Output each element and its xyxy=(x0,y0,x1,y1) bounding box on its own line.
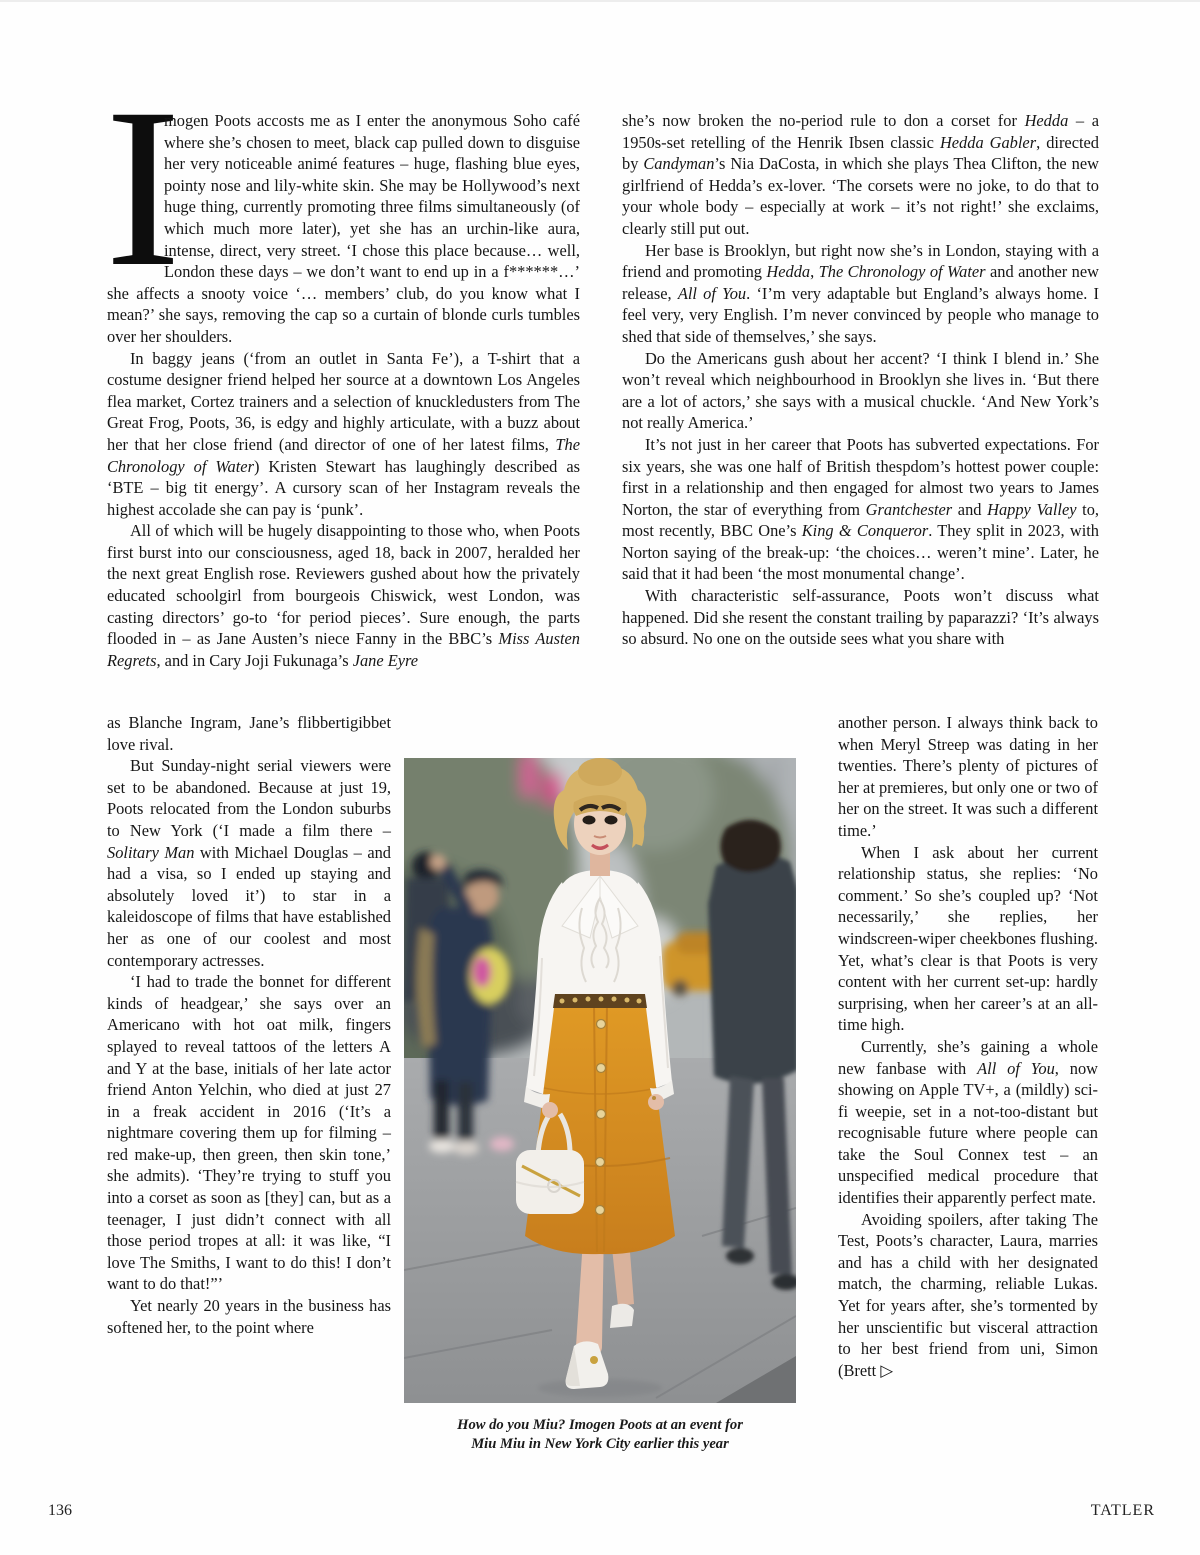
article-paragraph: It’s not just in her career that Poots has subverted expectations. For six years, she was one half of British thespdom’s hottest power couple: first in a relationship and then engaged for almost two years to James Norton, the star of everything from Grantchester and Happy Valley to, most recently, BBC One’s King & Conqueror. They split in 2023, with Norton saying of the break-up: ‘the choices… weren’t mine’. Later, he said that it had been ‘the most monumental change’. xyxy=(622,434,1100,584)
article-paragraph: Avoiding spoilers, after taking The Test, Poots’s character, Laura, marries and has a child with her designated match, the charming, reliable Lukas. Yet for years after, she’s tormented by her unscientific but visceral attraction to her best friend from uni, Simon (Brett ▷ xyxy=(838,1209,1098,1380)
article-paragraph: Currently, she’s gaining a whole new fanbase with All of You, now showing on Apple TV+, a (mildly) sci-fi weepie, set in a not-too-distant but recognisable future where people can take the Soul Connex test – an unspecified medical procedure that identifies their apparently perfect mate. xyxy=(838,1036,1098,1208)
article-column-left-narrow xyxy=(107,712,391,1338)
article-paragraph: But Sunday-night serial viewers were set to be abandoned. Because at just 19, Poots relocated from the London suburbs to New York (‘I made a film there – Solitary Man with Michael Douglas – and had a visa, so I ended up staying and absolutely loved it’) to star in a kaleidoscope of films that have established her as one of our coolest and most contemporary actresses. xyxy=(107,756,391,970)
article-paragraph: as Blanche Ingram, Jane’s flibbertigibbet love rival. xyxy=(107,713,391,754)
magazine-name: TATLER xyxy=(1090,1502,1155,1519)
article-paragraph: When I ask about her current relationship status, she replies: ‘No comment.’ So she’s coupled up? ‘Not necessarily,’ she replies, her windscreen-wiper cheekbones flushing. Yet, what’s clear is that Poots is very content with her current set-up: hardly surprising, when her career’s at an all-time high. xyxy=(838,842,1098,1035)
article-column-right-wide xyxy=(622,110,1099,650)
article-paragraph: I mogen Poots accosts me as I enter the anonymous Soho café where she’s chosen to meet, black cap pulled down to disguise her very noticeable animé features – huge, flashing blue eyes, pointy nose and lily-white skin. She may be Hollywood’s next huge thing, currently promoting three films simultaneously (of which much more later), yet she has an urchin-like aura, intense, direct, very street. ‘I chose this place because… well, London these days – we don’t want to end up in a f******…’ she affects a snooty voice ‘… members’ club, do you know what I mean?’ she says, removing the cap so a curtain of blonde curls tumbles over her shoulders. xyxy=(105,62,580,346)
street-photo-illustration xyxy=(404,758,796,1403)
article-paragraph: All of which will be hugely disappointing to those who, when Poots first burst into our consciousness, aged 18, back in 2007, heralded her the next great English rose. Reviewers gushed about how the privately educated schoolgirl from bourgeois Chiswick, west London, was casting directors’ go-to ‘for period pieces’. Sure enough, the parts flooded in – as Jane Austen’s niece Fanny in the BBC’s Miss Austen Regrets, and in Cary Joji Fukunaga’s Jane Eyre xyxy=(107,521,580,670)
photo-caption-line1: How do you Miu? Imogen Poots at an event for xyxy=(457,1417,743,1433)
photo-caption-line2: Miu Miu in New York City earlier this year xyxy=(471,1436,729,1452)
page-number: 136 xyxy=(48,1502,72,1519)
article-paragraph: With characteristic self-assurance, Poots won’t discuss what happened. Did she resent the constant trailing by paparazzi? ‘It’s always so absurd. No one on the outside sees what you share with xyxy=(622,586,1099,649)
article-column-right-narrow xyxy=(838,712,1098,1381)
photo-caption xyxy=(404,1416,796,1454)
article-paragraph: ‘I had to trade the bonnet for different kinds of headgear,’ she says over an Americano with hot oat milk, fingers splayed to reveal tattoos of the letters A and Y at the base, initials of her late actor friend Anton Yelchin, who died at just 27 in a freak accident in 2016 (‘It’s a nightmare covering them up for filming – red make-up, then green, then skin tone,’ she admits). ‘They’re trying to stuff you into a corset as soon as [they] can, but as a teenager, I just didn’t connect with all those period tropes at all: it was like, “I love The Smiths, I want to do this! I don’t want to do that!”’ xyxy=(107,972,391,1294)
article-paragraph: Her base is Brooklyn, but right now she’s in London, staying with a friend and promoting Hedda, The Chronology of Water and another new release, All of You. ‘I’m very adaptable but England’s always home. I feel very, very English. I’m never convinced by people who manage to shed that side of themselves,’ she says. xyxy=(622,240,1099,346)
article-paragraph: Yet nearly 20 years in the business has softened her, to the point where xyxy=(107,1296,391,1337)
page-edge xyxy=(0,0,1200,2)
article-paragraph: In baggy jeans (‘from an outlet in Santa Fe’), a T-shirt that a costume designer friend helped her source at a downtown Los Angeles flea market, Cortez trainers and a selection of knuckledusters from The Great Frog, Poots, 36, is edgy and highly articulate, with a buzz about her that her close friend (and director of one of her latest films, The Chronology of Water) Kristen Stewart has laughingly described as ‘BTE – big tit energy’. A cursory scan of her Instagram reveals the highest accolade she can pay is ‘punk’. xyxy=(107,348,580,519)
article-paragraph: she’s now broken the no-period rule to don a corset for Hedda – a 1950s-set retelling of the Henrik Ibsen classic Hedda Gabler, directed by Candyman’s Nia DaCosta, in which she plays Thea Clifton, the new girlfriend of Hedda’s ex-lover. ‘The corsets were no joke, to do that to your whole body – especially at work – it’s not right!’ she exclaims, clearly still put out. xyxy=(622,111,1099,238)
drop-cap: I xyxy=(105,62,181,314)
article-paragraph: Do the Americans gush about her accent? ‘I think I blend in.’ She won’t reveal which neighbourhood in Brooklyn she lives in. ‘But there are a lot of actors,’ she says with a musical chuckle. ‘And New York’s not really America.’ xyxy=(622,348,1099,433)
street-photo xyxy=(404,758,796,1403)
article-column-left-wide xyxy=(105,62,580,671)
article-paragraph: another person. I always think back to when Meryl Streep was dating in her twenties. There’s plenty of pictures of her at premieres, but only one or two of her on the street. It was such a different time.’ xyxy=(838,713,1098,840)
